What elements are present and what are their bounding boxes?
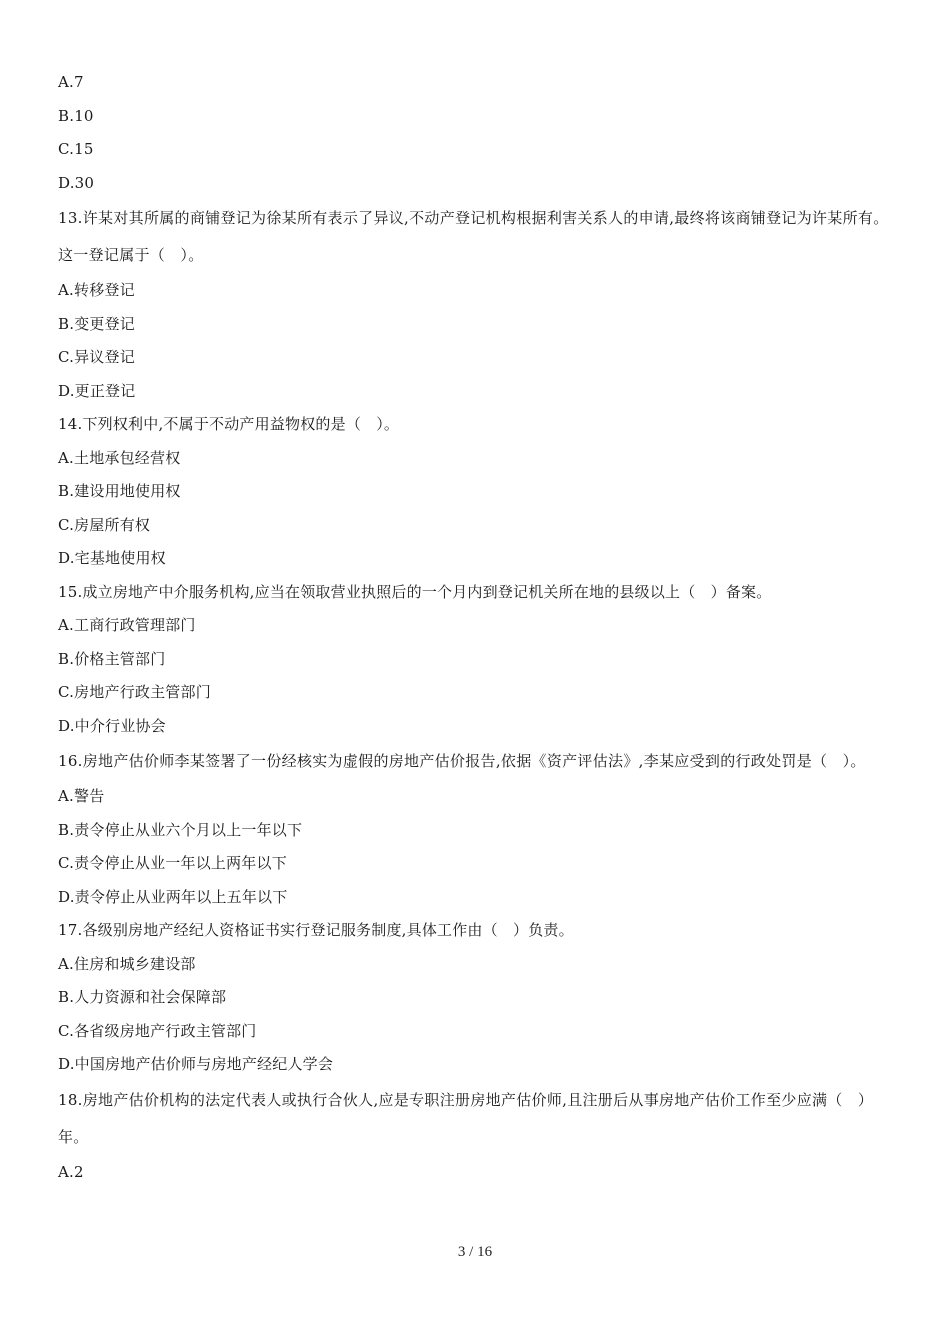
question-stem: 13.许某对其所属的商铺登记为徐某所有表示了异议,不动产登记机构根据利害关系人的申请,最终将该商铺登记为许某所有。这一登记属于（ ）。 xyxy=(58,209,889,264)
option-a: A.土地承包经营权 xyxy=(58,448,181,467)
option-a: A.2 xyxy=(58,1162,84,1181)
leading-options xyxy=(58,66,898,200)
question-15 xyxy=(58,576,898,744)
option-b: B.10 xyxy=(58,106,94,125)
question-stem: 14.下列权利中,不属于不动产用益物权的是（ ）。 xyxy=(58,415,400,433)
option-b: B.价格主管部门 xyxy=(58,649,166,668)
document-page xyxy=(58,66,898,1189)
question-stem: 15.成立房地产中介服务机构,应当在领取营业执照后的一个月内到登记机关所在地的县级以上（ ）备案。 xyxy=(58,582,772,601)
option-d: D.更正登记 xyxy=(58,381,136,400)
option-d: D.责令停止从业两年以上五年以下 xyxy=(58,887,288,906)
question-17 xyxy=(58,914,898,1082)
option-d: D.宅基地使用权 xyxy=(58,549,166,567)
option-c: C.房地产行政主管部门 xyxy=(58,683,211,701)
option-c: C.房屋所有权 xyxy=(58,515,151,534)
question-18 xyxy=(58,1082,898,1190)
page-number: 3 / 16 xyxy=(457,1244,493,1260)
option-c: C.15 xyxy=(58,140,94,158)
option-b: B.人力资源和社会保障部 xyxy=(58,988,227,1006)
option-c: C.各省级房地产行政主管部门 xyxy=(58,1021,257,1040)
question-stem: 16.房地产估价师李某签署了一份经核实为虚假的房地产估价报告,依据《资产评估法》,李某应受到的行政处罚是（ ）。 xyxy=(58,752,866,770)
option-c: C.异议登记 xyxy=(58,348,135,366)
option-b: B.责令停止从业六个月以上一年以下 xyxy=(58,820,303,839)
option-a: A.7 xyxy=(58,73,84,91)
option-b: B.变更登记 xyxy=(58,314,135,333)
question-stem: 17.各级别房地产经纪人资格证书实行登记服务制度,具体工作由（ ）负责。 xyxy=(58,921,574,939)
option-d: D.中国房地产估价师与房地产经纪人学会 xyxy=(58,1055,334,1073)
option-a: A.工商行政管理部门 xyxy=(58,616,196,634)
question-13 xyxy=(58,200,898,408)
option-a: A.警告 xyxy=(58,787,105,805)
option-d: D.中介行业协会 xyxy=(58,716,166,735)
option-d: D.30 xyxy=(58,173,95,192)
option-a: A.转移登记 xyxy=(58,281,135,299)
option-c: C.责令停止从业一年以上两年以下 xyxy=(58,854,287,872)
question-16 xyxy=(58,743,898,914)
option-a: A.住房和城乡建设部 xyxy=(58,954,196,973)
option-b: B.建设用地使用权 xyxy=(58,482,181,500)
question-stem: 18.房地产估价机构的法定代表人或执行合伙人,应是专职注册房地产估价师,且注册后从事房地产估价工作至少应满（ ）年。 xyxy=(58,1090,874,1146)
question-14 xyxy=(58,408,898,576)
